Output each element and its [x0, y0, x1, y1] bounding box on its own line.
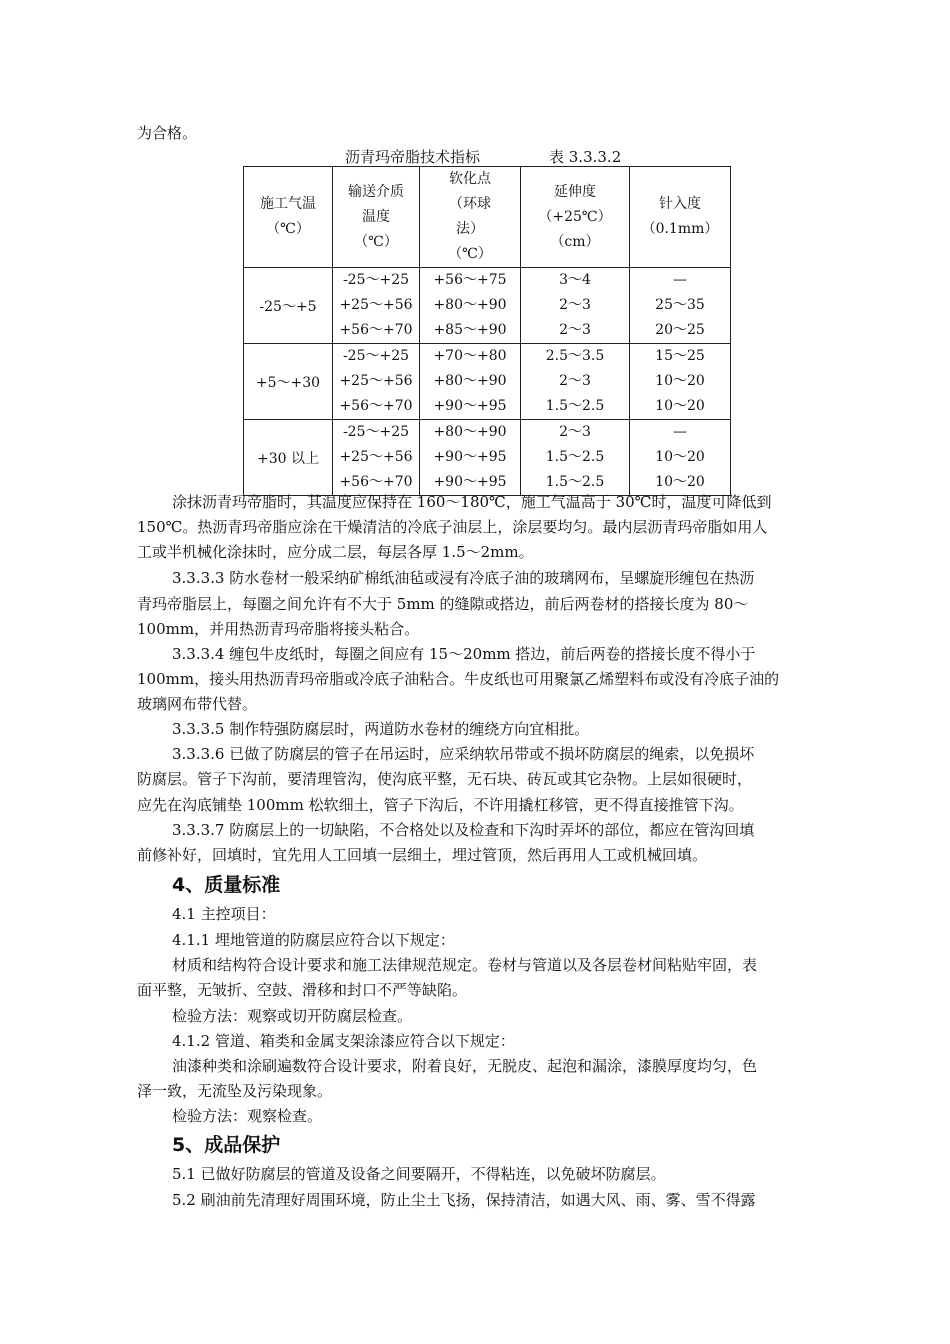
paragraph-line: 5.2 刷油前先清理好周围环境，防止尘土飞扬，保持清洁，如遇大风、雨、雾、雪不得露	[172, 1191, 756, 1209]
paragraph-line: 玻璃网布带代替。	[137, 695, 258, 713]
intro-text: 为合格。	[137, 124, 198, 142]
table-number: 表 3.3.3.2	[549, 148, 622, 166]
paragraph-line: 4.1 主控项目：	[172, 905, 276, 923]
paragraph-line: 3.3.3.7 防腐层上的一切缺陷，不合格处以及检查和下沟时弄坏的部位，都应在管沟回填	[172, 821, 755, 839]
header-cell-penetration: 针入度 （0.1mm）	[630, 167, 731, 268]
elongation-cell: 2～3 1.5～2.5 1.5～2.5	[521, 420, 630, 496]
paragraph-line: 100mm，接头用热沥青玛帝脂或冷底子油粘合。牛皮纸也可用聚氯乙烯塑料布或没有冷底子油的	[137, 670, 780, 688]
penetration-cell: — 10～20 10～20	[630, 420, 731, 496]
table-header-row	[244, 167, 731, 268]
paragraph-line: 检验方法：观察检查。	[172, 1107, 323, 1125]
paragraph-line: 检验方法：观察或切开防腐层检查。	[172, 1007, 413, 1025]
medium-temp-cell: -25～+25 +25～+56 +56～+70	[333, 344, 420, 420]
medium-temp-cell: -25～+25 +25～+56 +56～+70	[333, 268, 420, 344]
softening-point-cell: +80～+90 +90～+95 +90～+95	[420, 420, 521, 496]
penetration-cell: — 25～35 20～25	[630, 268, 731, 344]
paragraph-line: 4.1.2 管道、箱类和金属支架涂漆应符合以下规定：	[172, 1032, 515, 1050]
paragraph-line: 3.3.3.3 防水卷材一般采纳矿棉纸油毡或浸有冷底子油的玻璃网布，呈螺旋形缠包在热沥	[172, 569, 755, 587]
paragraph-line: 3.3.3.5 制作特强防腐层时，两道防水卷材的缠绕方向宜相批。	[172, 720, 590, 738]
paragraph-line: 4.1.1 埋地管道的防腐层应符合以下规定：	[172, 931, 455, 949]
table-row	[244, 420, 731, 496]
softening-point-cell: +70～+80 +80～+90 +90～+95	[420, 344, 521, 420]
section-heading: 4、质量标准	[172, 874, 281, 896]
temp-range-cell: +30 以上	[244, 420, 333, 496]
paragraph-line: 150℃。热沥青玛帝脂应涂在干燥清洁的冷底子油层上，涂层要均匀。最内层沥青玛帝脂如用人	[137, 518, 768, 536]
paragraph-line: 前修补好，回填时，宜先用人工回填一层细土，埋过管顶，然后再用人工或机械回填。	[137, 846, 708, 864]
table-row	[244, 344, 731, 420]
header-cell-temp: 施工气温 （℃）	[244, 167, 333, 268]
temp-range-cell: +5～+30	[244, 344, 333, 420]
paragraph-line: 涂抹沥青玛帝脂时，其温度应保持在 160～180℃，施工气温高于 30℃时，温度可降低到	[172, 493, 772, 511]
table-caption: 沥青玛帝脂技术指标	[345, 148, 481, 166]
paragraph-line: 青玛帝脂层上，每圈之间允许有不大于 5mm 的缝隙或搭边，前后两卷材的搭接长度为 80～	[137, 595, 749, 613]
paragraph-line: 面平整，无皱折、空鼓、滑移和封口不严等缺陷。	[137, 981, 468, 999]
elongation-cell: 3～4 2～3 2～3	[521, 268, 630, 344]
temp-range-cell: -25～+5	[244, 268, 333, 344]
softening-point-cell: +56～+75 +80～+90 +85～+90	[420, 268, 521, 344]
section-heading: 5、成品保护	[172, 1134, 281, 1156]
paragraph-line: 100mm，并用热沥青玛帝脂将接头粘合。	[137, 620, 420, 638]
header-cell-elongation: 延伸度 （+25℃） （cm）	[521, 167, 630, 268]
paragraph-line: 油漆种类和涂刷遍数符合设计要求，附着良好，无脱皮、起泡和漏涂，漆膜厚度均匀，色	[172, 1057, 758, 1075]
table-row	[244, 268, 731, 344]
header-cell-medium: 输送介质 温度 （℃）	[333, 167, 420, 268]
header-cell-softening: 软化点 （环球 法） （℃）	[420, 167, 521, 268]
paragraph-line: 3.3.3.4 缠包牛皮纸时，每圈之间应有 15～20mm 搭边，前后两卷的搭接长度不得小于	[172, 645, 756, 663]
medium-temp-cell: -25～+25 +25～+56 +56～+70	[333, 420, 420, 496]
paragraph-line: 工或半机械化涂抹时，应分成二层，每层各厚 1.5～2mm。	[137, 543, 534, 561]
paragraph-line: 材质和结构符合设计要求和施工法律规范规定。卷材与管道以及各层卷材间粘贴牢固，表	[172, 956, 758, 974]
spec-table	[243, 166, 731, 496]
paragraph-line: 5.1 已做好防腐层的管道及设备之间要隔开，不得粘连，以免破坏防腐层。	[172, 1165, 666, 1183]
penetration-cell: 15～25 10～20 10～20	[630, 344, 731, 420]
paragraph-line: 应先在沟底铺垫 100mm 松软细土，管子下沟后，不许用撬杠移管，更不得直接推管下沟。	[137, 796, 744, 814]
paragraph-line: 3.3.3.6 已做了防腐层的管子在吊运时，应采纳软吊带或不损坏防腐层的绳索，以免损坏	[172, 745, 755, 763]
elongation-cell: 2.5～3.5 2～3 1.5～2.5	[521, 344, 630, 420]
paragraph-line: 防腐层。管子下沟前，要清理管沟，使沟底平整，无石块、砖瓦或其它杂物。上层如很硬时，	[137, 770, 753, 788]
paragraph-line: 泽一致，无流坠及污染现象。	[137, 1082, 333, 1100]
